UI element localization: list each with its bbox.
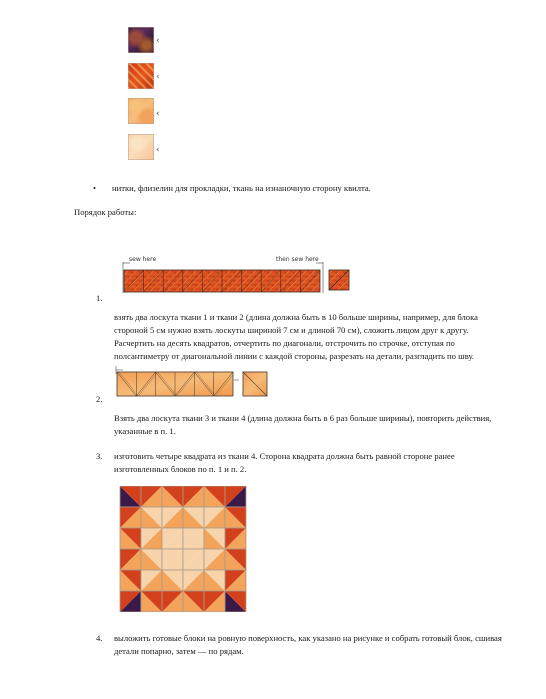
step-number-1: 1. [96,293,103,303]
swatch-tick-mark-icon: ‹ [156,72,160,82]
fabric-2-red-swatch [128,63,154,89]
step-number-4: 4. [96,633,103,643]
quilt-block-figure [119,486,247,612]
step-1-text: взять два лоскута ткани 1 и ткани 2 (длина должна быть в 10 больше ширины, например, для блока стороной 5 см нужно взять лоскуты шириной 7 см и длиной 70 см), сложить лицом друг к другу. Расчертить на десять квадратов, отчертить по диагонали, отстрочить по строчке, отступая по полсантиметру от диагональной линии с каждой стороны, разрезать на детали, разгладить по шву. [114,312,478,361]
swatch-tick-mark-icon: ‹ [156,36,160,46]
step-number-3: 3. [96,451,103,461]
step-number-2: 2. [96,394,103,404]
materials-text: нитки, флизелин для прокладки, ткань на изнаночную сторону квилта. [112,183,371,193]
swatch-tick-mark-icon: ‹ [156,145,160,155]
section-heading: Порядок работы: [74,207,137,217]
fabric-1-purple-swatch [128,27,154,53]
step-4-text: выложить готовые блоки на ровную поверхность, как указано на рисунке и собрать готовый блок, сшивая детали попарно, затем — по рядам. [114,633,502,656]
step-2-text: Взять два лоскута ткани 3 и ткани 4 (длина должна быть в 6 раз больше ширины), повторить действия, указанные в п. 1. [114,413,492,436]
fabric-3-orange-swatch [128,98,154,124]
sew-here-label: sew here [129,256,157,263]
bullet-marker: • [93,183,97,193]
fabric-4-peach-swatch [128,134,154,160]
swatch-tick-mark-icon: ‹ [156,109,160,119]
then-sew-here-label: then sew here [276,256,319,263]
figure-strip-fabric-3-4 [113,366,273,402]
step-3-text: изготовить четыре квадрата из ткани 4. Сторона квадрата должна быть равной стороне ранее изготовленных блоков по п. 1 и п. 2. [114,451,455,474]
